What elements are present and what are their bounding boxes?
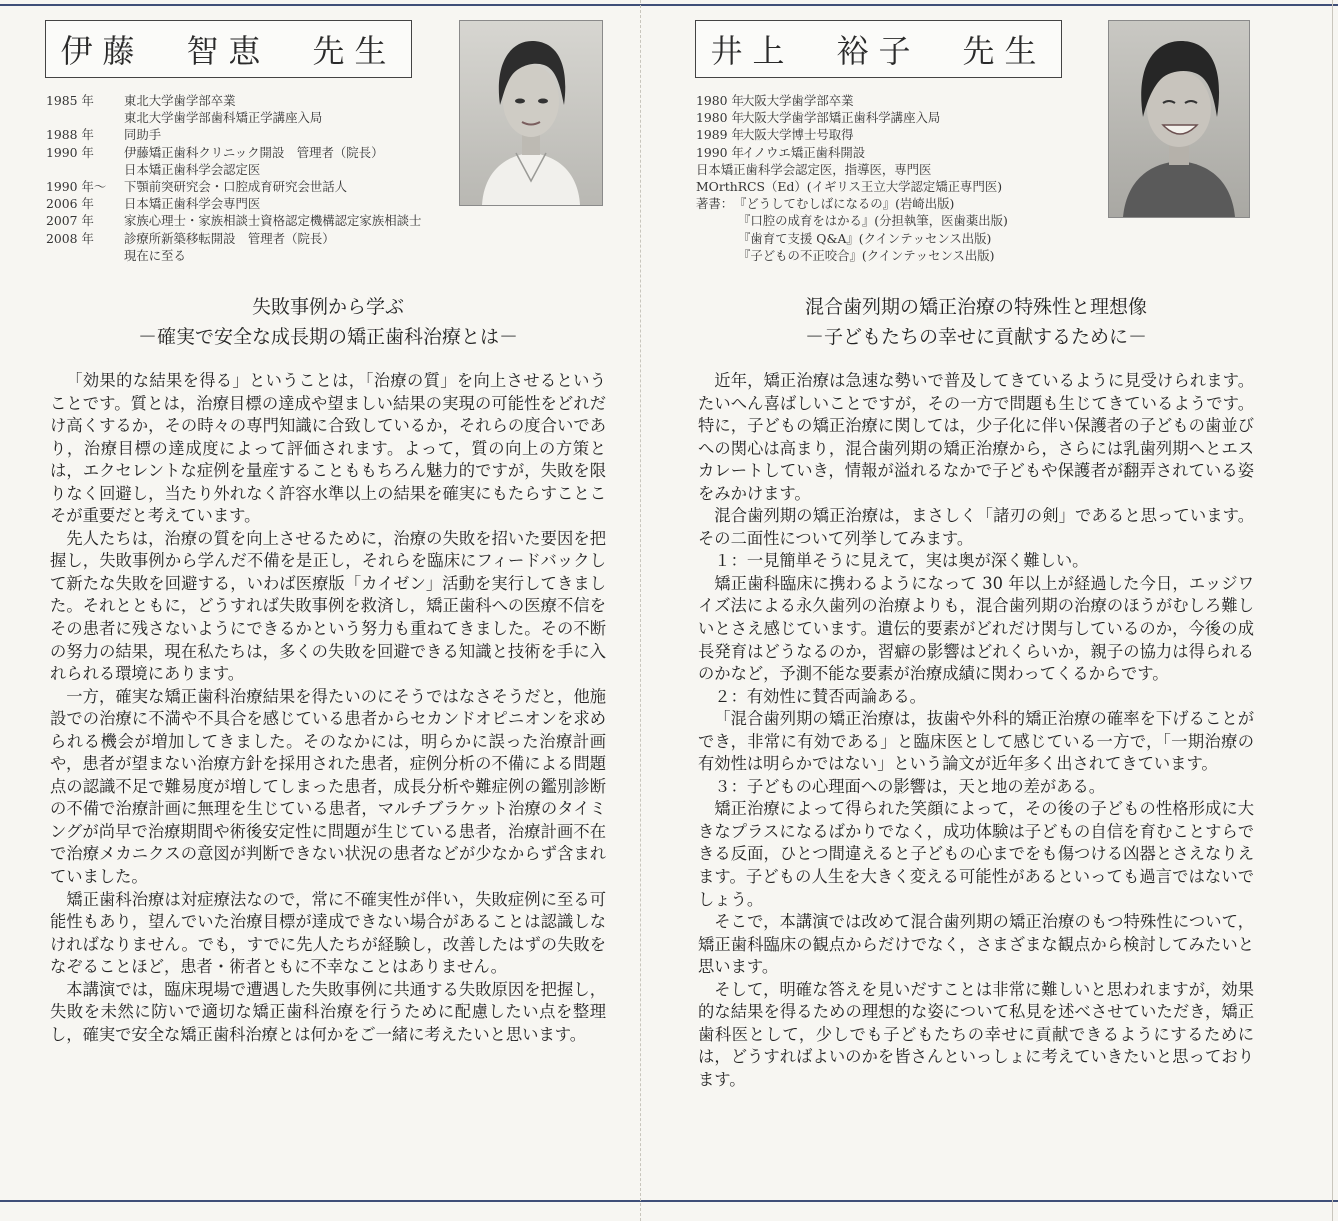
bio-entry <box>696 109 1008 126</box>
lecture-subtitle: －確実で安全な成長期の矯正歯科治療とは－ <box>137 326 518 348</box>
bio-text: 東北大学歯学部歯科矯正学講座入局 <box>124 110 323 126</box>
lecture-abstract <box>698 370 1254 1092</box>
bio-entry <box>46 92 421 109</box>
bio-entry <box>696 161 1008 178</box>
bio-text: MOrthRCS（Ed）(イギリス王立大学認定矯正専門医) <box>696 179 1003 195</box>
bio-text: 『口腔の成育をはかる』(分担執筆，医歯薬出版) <box>738 213 1008 229</box>
bio-year: 2007 年 <box>46 213 94 229</box>
bio-year <box>696 212 738 229</box>
bio-year: 1990 年～ <box>46 179 107 195</box>
speaker-name: 伊藤 智恵 先生 <box>45 20 412 78</box>
lecture-title <box>48 292 608 352</box>
bio-text: 日本矯正歯科学会専門医 <box>124 196 261 212</box>
bio-year <box>696 230 738 247</box>
bio-text: 『子どもの不正咬合』(クインテッセンス出版) <box>738 247 995 263</box>
bio-entry <box>46 144 421 161</box>
lecture-subtitle: －子どもたちの幸せに貢献するために－ <box>804 326 1147 348</box>
bio-text: 日本矯正歯科学会認定医，指導医，専門医 <box>696 161 932 177</box>
bio-entry <box>696 212 1008 229</box>
lecture-title-main: 混合歯列期の矯正治療の特殊性と理想像 <box>804 296 1147 318</box>
bio-text: 東北大学歯学部卒業 <box>124 93 236 108</box>
abstract-paragraph: 「効果的な結果を得る」ということは，「治療の質」を向上させるということです。質とは，治療目標の達成や望ましい結果の実現の可能性をどれだけ高くするか，その時々の専門知識に合致しているか，それらの度合いであり，治療目標の達成度によって評価されます。よって，質の向上の方策とは，エクセレントな症例を量産することももちろん魅力的ですが，失敗を限りなく回避し，当たり外れなく許容水準以上の結果を確実にもたらすことこそが重要だと考えています。 <box>50 371 606 526</box>
speaker-bio <box>46 92 421 264</box>
bio-entry <box>696 230 1008 247</box>
bio-entry <box>696 178 1008 195</box>
bio-year <box>46 109 124 126</box>
bio-text: 『どうしてむしばになるの』(岩崎出版) <box>734 196 955 212</box>
abstract-paragraph: 矯正治療によって得られた笑顔によって，その後の子どもの性格形成に大きなプラスになるばかりでなく，成功体験は子どもの自信を育むことすらできる反面，ひとつ間違えると子どもの心までをも傷つける凶器とさえなりえます。子どもの人生を大きく変える可能性があるといっても過言ではないでしょう。 <box>698 799 1254 909</box>
abstract-paragraph: そして，明確な答えを見いだすことは非常に難しいと思われますが，効果的な結果を得るための理想的な姿について私見を述べさせていただき，矯正歯科医として，少しでも子どもたちの幸せに貢献できるようにするためには，どうすればよいのかを皆さんといっしょに考えていきたいと思っております。 <box>698 979 1254 1089</box>
abstract-paragraph: ３：子どもの心理面への影響は，天と地の差がある。 <box>714 776 1106 796</box>
bio-year: 1988 年 <box>46 127 94 143</box>
bio-entry <box>696 195 1008 212</box>
page-edge <box>1332 0 1333 1221</box>
bio-text: 現在に至る <box>124 247 186 263</box>
bio-entry <box>696 144 1008 161</box>
bio-year <box>46 247 124 264</box>
bio-entry <box>46 126 421 143</box>
speaker-profile-left <box>0 0 640 1200</box>
abstract-paragraph: １：一見簡単そうに見えて，実は奥が深く難しい。 <box>714 551 1089 571</box>
bio-text: 同助手 <box>124 127 162 143</box>
bio-year: 1980 年 <box>696 93 744 108</box>
lecture-abstract <box>50 370 606 1046</box>
bio-entry <box>46 178 421 195</box>
speaker-photo <box>459 20 603 206</box>
abstract-paragraph: 混合歯列期の矯正治療は，まさしく「諸刃の剣」であると思っています。その二面性について列挙してみます。 <box>698 506 1254 548</box>
bio-text: 大阪大学博士号取得 <box>742 127 854 143</box>
abstract-paragraph: そこで，本講演では改めて混合歯列期の矯正治療のもつ特殊性について，矯正歯科臨床の観点からだけでなく，さまざまな観点から検討してみたいと思います。 <box>698 912 1254 977</box>
bio-text: 大阪大学歯学部卒業 <box>742 93 854 108</box>
page-fold <box>640 0 641 1221</box>
bio-text: 診療所新築移転開設 管理者（院長） <box>124 230 335 246</box>
bio-year: 1980 年 <box>696 110 744 126</box>
speaker-photo <box>1108 20 1250 218</box>
bio-entry <box>696 247 1008 264</box>
abstract-paragraph: 先人たちは，治療の質を向上させるために，治療の失敗を招いた要因を把握し，失敗事例から学んだ不備を是正し，それらを臨床にフィードバックして新たな失敗を回避する，いわば医療版「カイゼン」活動を実行してきました。それとともに，どうすれば失敗事例を救済し，矯正歯科への医療不信をその患者に残さないようにできるかという努力も重ねてきました。その不断の努力の結果，現在私たちは，多くの失敗を回避できる知識と技術を手に入れられる環境にあります。 <box>50 528 606 684</box>
abstract-paragraph: 「混合歯列期の矯正治療は，抜歯や外科的矯正治療の確率を下げることができ，非常に有効である」と臨床医として感じている一方で，「一期治療の有効性は明らかではない」という論文が近年多く出されてきています。 <box>698 709 1254 774</box>
abstract-paragraph: 矯正歯科治療は対症療法なので，常に不確実性が伴い，失敗症例に至る可能性もあり，望んでいた治療目標が達成できない場合があることは認識しなければなりません。でも，すでに先人たちが経験し，改善したはずの失敗をなぞることほど，患者・術者ともに不幸なことはありません。 <box>50 889 606 977</box>
bio-entry <box>46 195 421 212</box>
bio-text: 下顎前突研究会・口腔成育研究会世話人 <box>124 179 348 195</box>
bio-year: 1989 年 <box>696 127 744 143</box>
bottom-rule <box>0 1200 1338 1202</box>
abstract-paragraph: ２：有効性に賛否両論ある。 <box>714 686 926 706</box>
bio-year: 1990 年 <box>46 144 94 160</box>
bio-text: イノウエ矯正歯科開設 <box>742 144 866 160</box>
bio-text: 伊藤矯正歯科クリニック開設 管理者（院長） <box>124 144 384 160</box>
speaker-name: 井上 裕子 先生 <box>695 20 1062 78</box>
lecture-title <box>696 292 1256 352</box>
bio-entry <box>46 212 421 229</box>
bio-year: 2006 年 <box>46 196 94 212</box>
bio-text: 『歯育て支援 Q&A』(クインテッセンス出版) <box>738 230 992 246</box>
bio-year: 著書： <box>696 196 734 212</box>
bio-entry <box>46 109 421 126</box>
bio-entry <box>696 126 1008 143</box>
bio-text: 大阪大学歯学部矯正歯科学講座入局 <box>742 110 941 126</box>
lecture-title-main: 失敗事例から学ぶ <box>251 296 404 318</box>
abstract-paragraph: 本講演では，臨床現場で遭遇した失敗事例に共通する失敗原因を把握し，失敗を未然に防いで適切な矯正歯科治療を行うために配慮したい点を整理し，確実で安全な矯正歯科治療とは何かをご一緒に考えたいと思います。 <box>50 979 606 1044</box>
bio-entry <box>46 161 421 178</box>
abstract-paragraph: 矯正歯科臨床に携わるようになって 30 年以上が経過した今日，エッジワイズ法による永久歯列の治療よりも，混合歯列期の治療のほうがむしろ難しいとさえ感じています。遺伝的要素がどれだけ関与しているのか，今後の成長発育はどうなるのか，習癖の影響はどれくらいか，親子の協力は得られるのかなど，予測不能な要素が治療成績に関わってくるからです。 <box>698 573 1254 684</box>
bio-year <box>696 247 738 264</box>
abstract-paragraph: 一方，確実な矯正歯科治療結果を得たいのにそうではなさそうだと，他施設での治療に不満や不具合を感じている患者からセカンドオピニオンを求められる機会が増加してきました。そのなかには，明らかに誤った治療計画や，患者が望まない治療方針を採用された患者，症例分析の不備による問題点の認識不足で難易度が増してしまった患者，成長分析や難症例の鑑別診断の不備で治療計画に無理を生じている患者，マルチブラケット治療のタイミングが尚早で治療期間や術後安定性に問題が生じている患者，治療計画不在で治療メカニクスの意図が判断できない状況の患者などが少なからず含まれていました。 <box>50 686 606 887</box>
bio-entry <box>696 92 1008 109</box>
abstract-paragraph: 近年，矯正治療は急速な勢いで普及してきているように見受けられます。たいへん喜ばしいことですが，その一方で問題も生じてきているようです。特に，子どもの矯正治療に関しては，少子化に伴い保護者の子どもの歯並びへの関心は高まり，混合歯列期の矯正治療から，さらには乳歯列期へとエスカレートしていき，情報が溢れるなかで子どもや保護者が翻弄されている姿をみかけます。 <box>698 371 1254 503</box>
bio-entry <box>46 247 421 264</box>
bio-text: 日本矯正歯科学会認定医 <box>124 161 261 177</box>
bio-year: 2008 年 <box>46 230 94 246</box>
bio-year <box>46 161 124 178</box>
bio-text: 家族心理士・家族相談士資格認定機構認定家族相談士 <box>124 213 422 229</box>
bio-year: 1985 年 <box>46 93 94 108</box>
speaker-profile-right <box>650 0 1332 1200</box>
speaker-bio <box>696 92 1008 264</box>
bio-entry <box>46 230 421 247</box>
bio-year: 1990 年 <box>696 144 744 160</box>
